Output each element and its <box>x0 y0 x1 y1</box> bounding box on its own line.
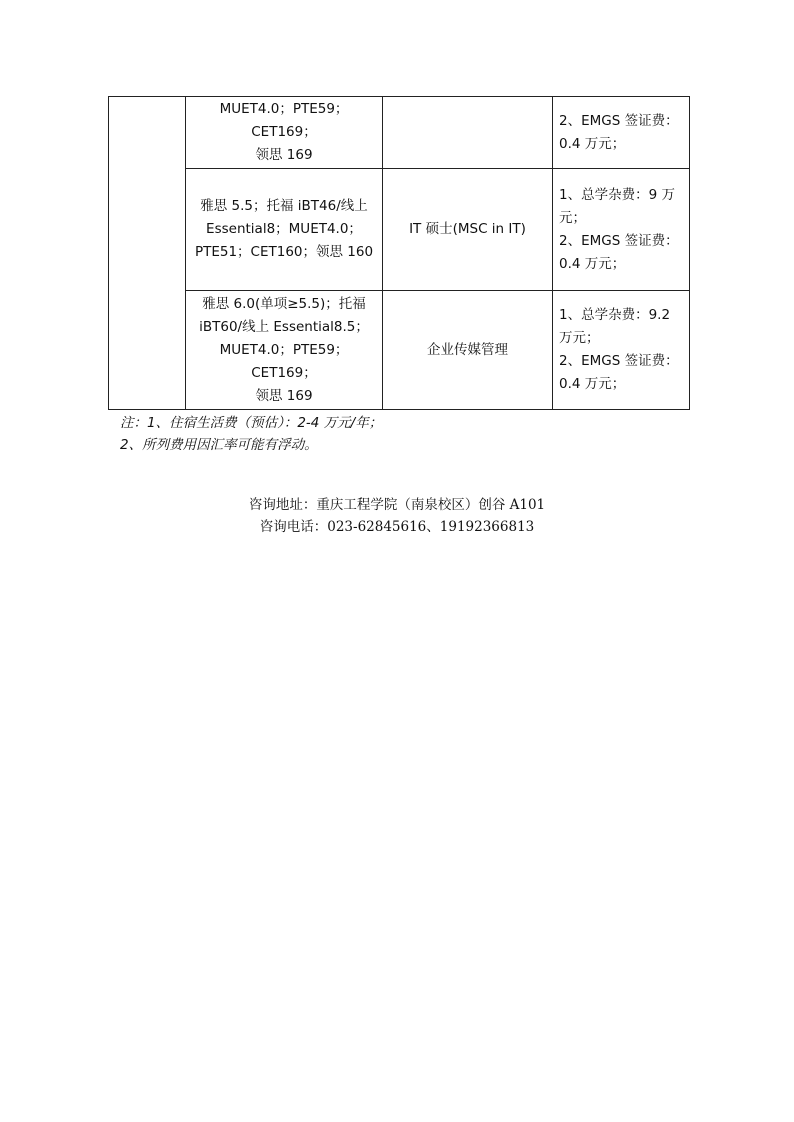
requirements-line: 雅思 5.5；托福 iBT46/线上 <box>200 198 368 214</box>
program-cell <box>383 97 553 169</box>
requirements-cell <box>186 97 383 169</box>
fee-line: 1、总学杂费：9 万 <box>559 186 675 203</box>
notes <box>120 412 382 456</box>
fee-line: 2、EMGS 签证费： <box>559 232 679 249</box>
table-row <box>109 97 690 169</box>
requirements-cell <box>186 169 383 291</box>
contact-address: 咨询地址：重庆工程学院（南泉校区）创谷 A101 <box>248 497 546 513</box>
fees-cell <box>553 291 690 410</box>
merged-blank-cell <box>109 97 186 410</box>
table-row <box>109 291 690 410</box>
note-line: 2、所列费用因汇率可能有浮动。 <box>120 437 318 453</box>
fee-line: 元； <box>559 209 586 226</box>
fees-cell <box>553 169 690 291</box>
requirements-cell <box>186 291 383 410</box>
contact-phone: 咨询电话：023-62845616、19192366813 <box>259 519 535 535</box>
requirements-line: iBT60/线上 Essential8.5； <box>199 318 369 335</box>
program-cell: 企业传媒管理 <box>383 291 553 410</box>
fee-line: 0.4 万元； <box>559 135 626 152</box>
fees-cell <box>553 97 690 169</box>
requirements-line: 领思 169 <box>255 387 313 404</box>
fee-line: 0.4 万元； <box>559 376 626 392</box>
fee-line: 2、EMGS 签证费： <box>559 353 679 369</box>
requirements-line: MUET4.0；PTE59；CET169； <box>219 101 349 140</box>
fee-line: 0.4 万元； <box>559 255 626 272</box>
requirements-line: 领思 169 <box>255 147 313 163</box>
table-row <box>109 169 690 291</box>
fee-line: 万元； <box>559 330 600 346</box>
requirements-line: PTE51；CET160；领思 160 <box>194 244 374 260</box>
fee-line: 2、EMGS 签证费： <box>559 112 679 129</box>
requirements-line: MUET4.0；PTE59；CET169； <box>219 341 349 381</box>
requirements-line: 雅思 6.0(单项≥5.5)；托福 <box>202 295 366 312</box>
contact-info <box>0 494 794 538</box>
requirements-line: Essential8；MUET4.0； <box>206 221 362 237</box>
program-table <box>108 96 690 410</box>
program-cell: IT 硕士(MSC in IT) <box>383 169 553 291</box>
note-line: 注：1、住宿生活费（预估）：2-4 万元/年； <box>120 415 383 431</box>
fee-line: 1、总学杂费：9.2 <box>559 307 671 323</box>
